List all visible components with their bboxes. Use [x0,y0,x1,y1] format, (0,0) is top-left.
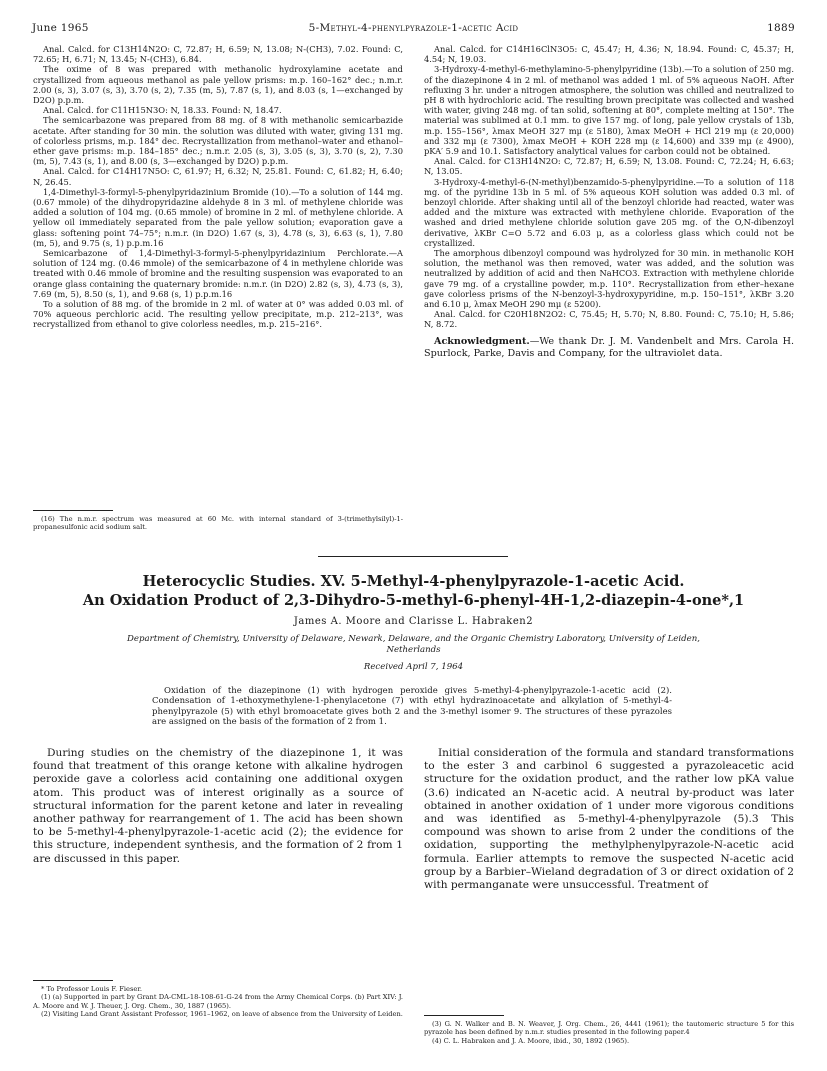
paragraph: Anal. Calcd. for C14H17N5O: C, 61.97; H, 6.32; N, 25.81. Found: C, 61.82; H, 6.40; N, 26.45. [33,166,403,187]
footnotes-left [33,985,403,1018]
paragraph: Initial consideration of the formula and standard transformations to the ester 3 and carbinol 6 suggested a pyrazoleacetic acid structure for the oxidation product, and the rather low pKA value (3.6) indicated an N-acetic acid. A neutral by-product was later obtained in another oxidation of 1 under more vigorous conditions and was identified as 5-methyl-4-phenylpyrazole (5).3 This compound was shown to arise from 2 under the conditions of the oxidation, supporting the methylphenylpyrazole-N-acetic acid formula. Earlier attempts to remove the suspected N-acetic acid group by a Barbier–Wieland degradation of 3 or direct oxidation of 2 with permanganate were unsuccessful. Treatment of [424,747,794,892]
acknowledgment [424,336,794,360]
title-line-2: An Oxidation Product of 2,3-Dihydro-5-methyl-6-phenyl-4H-1,2-diazepin-4-one*,1 [82,592,745,609]
paragraph: Anal. Calcd. for C13H14N2O: C, 72.87; H, 6.59; N, 13.08; N-(CH3), 7.02. Found: C, 72.65; H, 6.71; N, 13.45; N-(CH3), 6.84. [33,44,403,65]
abstract-text: Oxidation of the diazepinone (1) with hydrogen peroxide gives 5-methyl-4-phenylpyrazole-1-acetic acid (2). Condensation of 1-ethoxymethylene-1-phenylacetone (7) with ethyl hydrazinoacetate and alkylation of 5-methyl-4-phenylpyrazole (5) with ethyl bromoacetate gives both 2 and the 3-methyl isomer 9. The structures of these pyrazoles are assigned on the basis of the formation of 2 from 1. [152,686,672,728]
body-right-column [424,747,794,892]
footnote-rule [33,980,113,981]
footnote: (2) Visiting Land Grant Assistant Professor, 1961–1962, on leave of absence from the University of Leiden. [41,1009,403,1018]
top-left-footnote [33,515,403,532]
acknowledgment-label: Acknowledgment. [434,335,530,347]
header-running-title: 5-Methyl-4-phenylpyrazole-1-acetic Acid [308,22,519,34]
paragraph: 1,4-Dimethyl-3-formyl-5-phenylpyridazinium Bromide (10).—To a solution of 144 mg. (0.67 mmole) of the dihydropyridazine aldehyde 8 in 3 ml. of methylene chloride was added a solution of 104 mg. (0.65 mmole) of bromine in 2 ml. of methylene chloride. A yellow oil immediately separated from the pale yellow solution; evaporation gave a glass: softening point 74–75°; n.m.r. (in D2O) 1.67 (s, 3), 4.78 (s, 3), 6.63 (s, 1), 7.80 (m, 5), and 9.75 (s, 1) p.p.m.16 [33,186,403,248]
paragraph: To a solution of 88 mg. of the bromide in 2 ml. of water at 0° was added 0.03 ml. of 70% aqueous perchloric acid. The resulting yellow precipitate, m.p. 212–213°, was recrystallized from ethanol to give colorless needles, m.p. 215–216°. [33,299,403,330]
paragraph: 3-Hydroxy-4-methyl-6-(N-methyl)benzamido-5-phenylpyridine.—To a solution of 118 mg. of the pyridine 13b in 5 ml. of 5% aqueous KOH solution was added 0.3 ml. of benzoyl chloride. After shaking until all of the benzoyl chloride had reacted, water was added and the mixture was extracted with methylene chloride. Evaporation of the washed and dried methylene chloride solution gave 205 mg. of the O,N-dibenzoyl derivative, λKBr C=O 5.72 and 6.03 μ, as a colorless glass which could not be crystallized. [424,176,794,248]
footnote: (4) C. L. Habraken and J. A. Moore, ibid., 30, 1892 (1965). [432,1036,630,1045]
paragraph: During studies on the chemistry of the diazepinone 1, it was found that treatment of this orange ketone with alkaline hydrogen peroxide gave a colorless acid containing one additional oxygen atom. This product was of interest originally as a source of structural information for the parent ketone and later in revealing another pathway for rearrangement of 1. The acid has been shown to be 5-methyl-4-phenylpyrazole-1-acetic acid (2); the evidence for this structure, independent synthesis, and the formation of 2 from 1 are discussed in this paper. [33,747,403,865]
paragraph: 3-Hydroxy-4-methyl-6-methylamino-5-phenylpyridine (13b).—To a solution of 250 mg. of the diazepinone 4 in 2 ml. of methanol was added 1 ml. of 5% aqueous NaOH. After refluxing 3 hr. under a nitrogen atmosphere, the solution was chilled and neutralized to pH 8 with hydrochloric acid. The resulting brown precipitate was collected and washed with water, giving 248 mg. of tan solid, softening at 80°, complete melting at 150°. The material was sublimed at 0.1 mm. to give 157 mg. of long, pale yellow crystals of 13b, m.p. 155–156°, λmax MeOH 327 mμ (ε 5180), λmax MeOH + HCl 219 mμ (ε 20,000) and 332 mμ (ε 7300), λmax MeOH + KOH 228 mμ (ε 14,600) and 339 mμ (ε 4900), pKA′ 5.9 and 10.1. Satisfactory analytical values for carbon could not be obtained. [424,64,795,157]
header-date: June 1965 [32,22,89,34]
paragraph: Anal. Calcd. for C20H18N2O2: C, 75.45; H, 5.70; N, 8.80. Found: C, 75.10; H, 5.86; N, 8.72. [424,309,794,330]
abstract [152,686,672,728]
authors: James A. Moore and Clarisse L. Habraken2 [293,616,534,627]
title-line-1: Heterocyclic Studies. XV. 5-Methyl-4-phenylpyrazole-1-acetic Acid. [142,573,685,590]
paragraph: Anal. Calcd. for C14H16ClN3O5: C, 45.47; H, 4.36; N, 18.94. Found: C, 45.37; H, 4.54; N, 19.03. [424,44,794,65]
footnotes-right [424,1020,794,1045]
top-right-column [424,44,794,360]
footnote: (16) The n.m.r. spectrum was measured at 60 Mc. with internal standard of 3-(trimethylsilyl)-1-propanesulfonic acid sodium salt. [33,515,403,532]
footnote-rule [424,1015,504,1016]
top-left-column [33,44,403,330]
paragraph: The semicarbazone was prepared from 88 mg. of 8 with methanolic semicarbazide acetate. After standing for 30 min. the solution was diluted with water, giving 131 mg. of colorless prisms, m.p. 184° dec. Recrystallization from methanol–water and ethanol–ether gave prisms: m.p. 184–185° dec.; n.m.r. 2.05 (s, 3), 3.05 (s, 3), 3.70 (s, 2), 7.30 (m, 5), 7.43 (s, 1), and 8.00 (s, 3—exchanged by D2O) p.p.m. [33,115,403,167]
header-page-number: 1889 [767,22,795,34]
footnote-rule [33,510,113,511]
received-date: Received April 7, 1964 [363,662,464,672]
footnote: (3) G. N. Walker and B. N. Weaver, J. Org. Chem., 26, 4441 (1961); the tautomeric structure 5 for this pyrazole has been defined by n.m.r. studies presented in the following paper.4 [424,1020,794,1037]
paragraph: Anal. Calcd. for C11H15N3O: N, 18.33. Found: N, 18.47. [43,105,282,116]
running-header [32,22,795,38]
paragraph: The oxime of 8 was prepared with methanolic hydroxylamine acetate and crystallized from aqueous methanol as pale yellow prisms: m.p. 160–162° dec.; n.m.r. 2.00 (s, 3), 3.07 (s, 3), 3.70 (s, 2), 7.35 (m, 5), 7.87 (s, 1), and 8.03 (s, 1—exchanged by D2O) p.p.m. [33,64,403,106]
acknowledgment-text: —We thank Dr. J. M. Vandenbelt and Mrs. Carola H. Spurlock, Parke, Davis and Company, for the ultraviolet data. [424,335,794,359]
article-separator [318,556,508,557]
footnote: (1) (a) Supported in part by Grant DA-CML-18-108-61-G-24 from the Army Chemical Corps. (b) Part XIV: J. A. Moore and W. J. Theuer, J. Org. Chem., 30, 1887 (1965). [33,993,403,1010]
affiliation: Department of Chemistry, University of Delaware, Newark, Delaware, and the Organic Chemistry Laboratory, University of Leiden, Netherlands [127,634,700,655]
body-left-column [33,747,403,866]
paragraph: Semicarbazone of 1,4-Dimethyl-3-formyl-5-phenylpyridazinium Perchlorate.—A solution of 124 mg. (0.46 mmole) of the semicarbazone of 4 in methylene chloride was treated with 0.46 mmole of bromine and the resulting suspension was evaporated to an orange glass containing the quaternary bromide: n.m.r. (in D2O) 2.82 (s, 3), 4.73 (s, 3), 7.69 (m, 5), 8.50 (s, 1), and 9.68 (s, 1) p.p.m.16 [33,248,403,299]
article-title [40,572,787,610]
paragraph: The amorphous dibenzoyl compound was hydrolyzed for 30 min. in methanolic KOH solution, the methanol was then removed, water was added, and the solution was neutralized by addition of acid and then NaHCO3. Extraction with methylene chloride gave 79 mg. of a crystalline powder, m.p. 110°. Recrystallization from ether–hexane gave colorless prisms of the N-benzoyl-3-hydroxypyridine, m.p. 150–151°, λKBr 3.20 and 6.10 μ, λmax MeOH 290 mμ (ε 5200). [424,248,794,310]
footnote: * To Professor Louis F. Fieser. [41,985,142,993]
paragraph: Anal. Calcd. for C13H14N2O: C, 72.87; H, 6.59; N, 13.08. Found: C, 72.24; H, 6.63; N, 13.05. [424,156,794,177]
